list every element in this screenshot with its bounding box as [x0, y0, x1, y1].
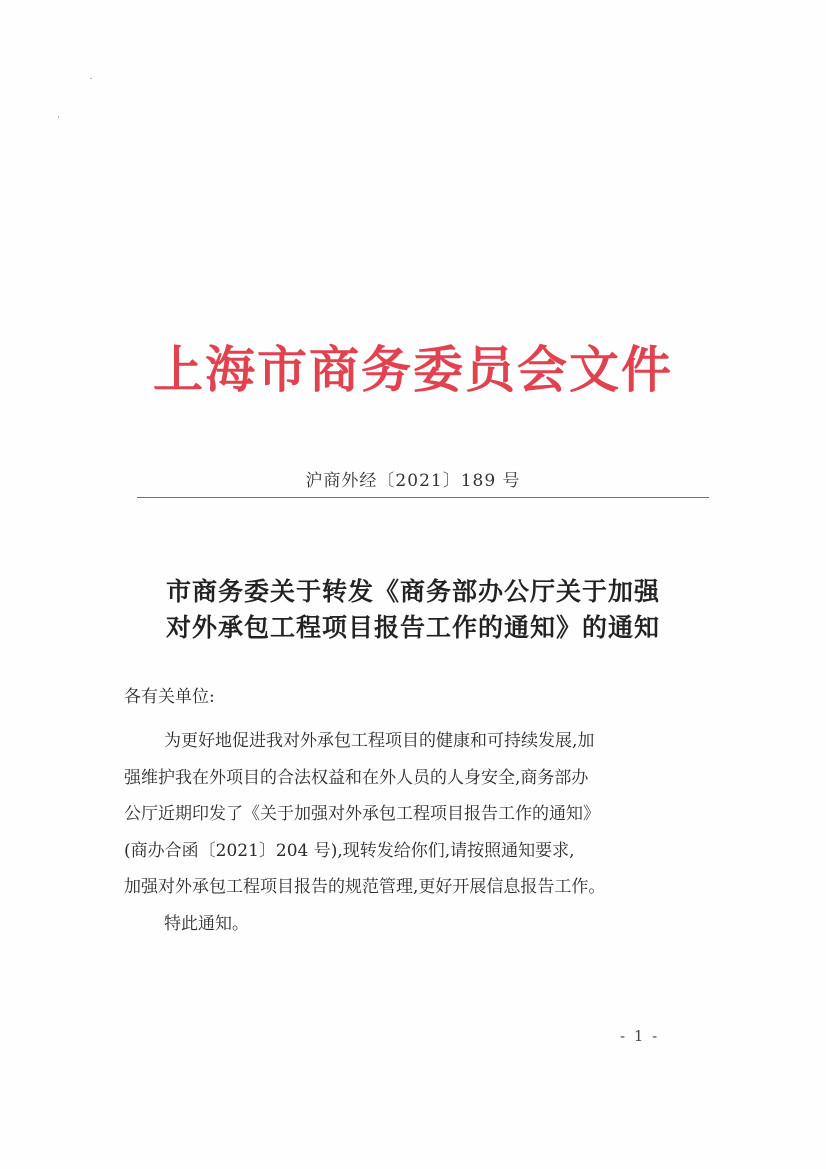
body-line: 为更好地促进我对外承包工程项目的健康和可持续发展,加 [164, 731, 595, 751]
issuer-header: 上海市商务委员会文件 [153, 340, 673, 399]
body-line: (商办合函〔2021〕204 号),现转发给你们,请按照通知要求, [124, 840, 575, 861]
title-line-2: 对外承包工程项目报告工作的通知》的通知 [165, 613, 660, 642]
document-title [0, 574, 826, 646]
page-number: - 1 - [620, 1027, 660, 1045]
scan-speck [90, 78, 92, 79]
closing-line: 特此通知。 [164, 913, 249, 934]
body-line: 公厅近期印发了《关于加强对外承包工程项目报告工作的通知》 [124, 804, 600, 824]
body-text [124, 729, 724, 948]
salutation: 各有关单位: [124, 687, 215, 707]
scan-speck [58, 116, 59, 118]
red-divider-line [137, 497, 709, 498]
body-line: 加强对外承包工程项目报告的规范管理,更好开展信息报告工作。 [124, 877, 606, 897]
title-line-1: 市商务委关于转发《商务部办公厅关于加强 [165, 577, 660, 606]
body-line: 强维护我在外项目的合法权益和在外人员的人身安全,商务部办 [124, 767, 589, 788]
document-number: 沪商外经〔2021〕189 号 [305, 471, 521, 491]
